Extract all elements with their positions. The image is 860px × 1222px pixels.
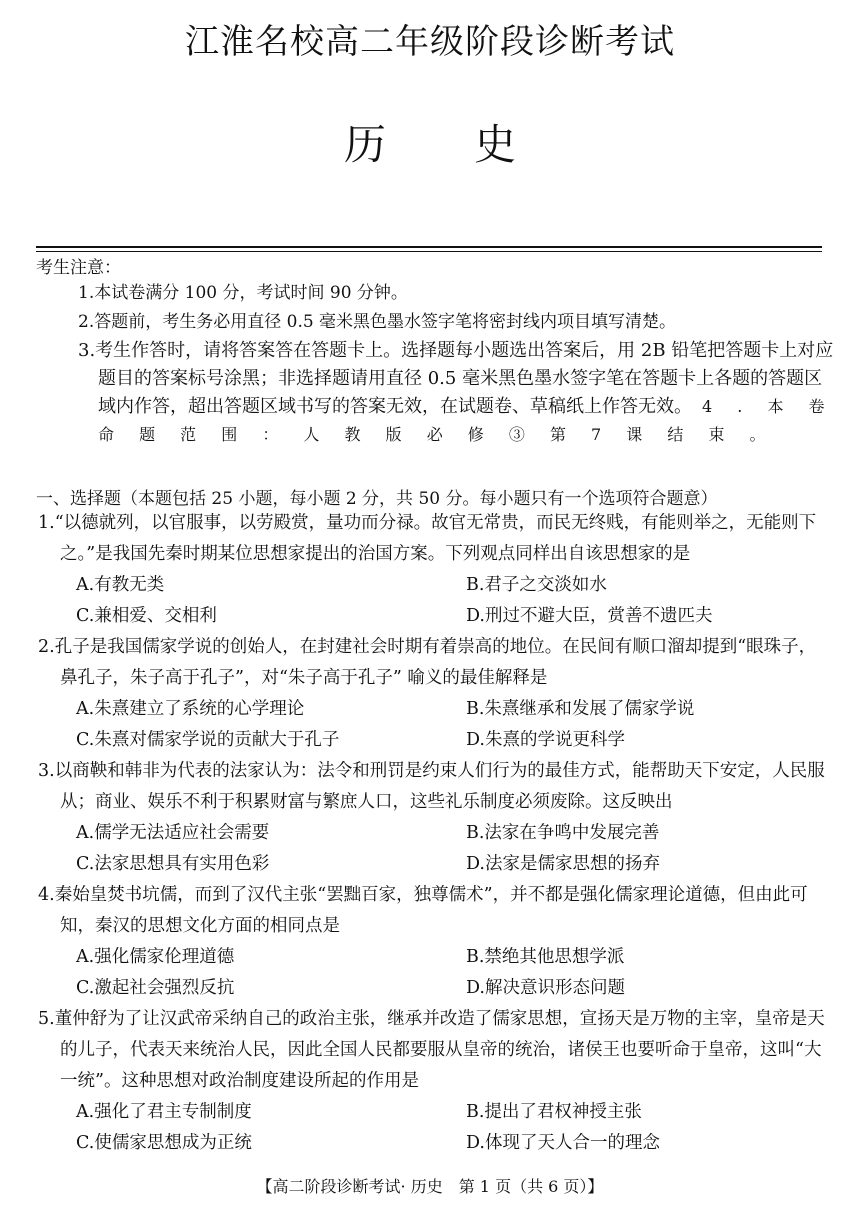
question-2 <box>38 632 828 756</box>
page-footer: 【高二阶段诊断考试· 历史 第 1 页（共 6 页）】 <box>256 1177 604 1196</box>
question-stem: 2.孔子是我国儒家学说的创始人，在封建社会时期有着崇高的地位。在民间有顺口溜却提到“眼珠子，鼻孔子，朱子高于孔子”，对“朱子高于孔子” 喻义的最佳解释是 <box>38 637 817 688</box>
option-b[interactable]: B.君子之交淡如水 <box>466 575 607 595</box>
notice-item-4: 4 . 本 卷 命 题 范 围 ： 人 教 版 必 修 ③ 第 7 课 结 束 。 <box>98 397 835 444</box>
option-b[interactable]: B.法家在争鸣中发展完善 <box>466 823 660 843</box>
notice-item-3-text: 3.考生作答时，请将答案答在答题卡上。选择题每小题选出答案后，用 2B 铅笔把答题卡上对应题目的答案标号涂黑；非选择题请用直径 0.5 毫米黑色墨水签字笔在答题卡上各题的答题区域内作答，超出答题区域书写的答案无效，在试题卷、草稿纸上作答无效。 <box>78 340 834 417</box>
option-c[interactable]: C.兼相爱、交相利 <box>76 606 217 626</box>
option-b[interactable]: B.禁绝其他思想学派 <box>466 947 625 967</box>
section-title: 一、选择题（本题包括 25 小题，每小题 2 分，共 50 分。每小题只有一个选项符合题意） <box>36 489 718 509</box>
exam-title: 江淮名校高二年级阶段诊断考试 <box>185 22 675 62</box>
header-rule-thin <box>36 251 822 252</box>
subject-char-2: 史 <box>474 120 517 169</box>
subject-char-1: 历 <box>343 120 386 169</box>
option-d[interactable]: D.刑过不避大臣，赏善不遗匹夫 <box>466 606 713 626</box>
option-grid <box>38 1097 828 1159</box>
notice-item-2: 2.答题前，考生务必用直径 0.5 毫米黑色墨水签字笔将密封线内项目填写清楚。 <box>78 312 677 332</box>
notice-item-3 <box>36 337 836 449</box>
option-c[interactable]: C.使儒家思想成为正统 <box>76 1133 252 1153</box>
notice-heading: 考生注意： <box>36 258 121 278</box>
option-c[interactable]: C.朱熹对儒家学说的贡献大于孔子 <box>76 730 340 750</box>
question-1 <box>38 508 828 632</box>
option-a[interactable]: A.强化了君主专制制度 <box>76 1102 252 1122</box>
question-5 <box>38 1004 828 1159</box>
option-grid <box>38 570 828 632</box>
option-d[interactable]: D.体现了天人合一的理念 <box>466 1133 660 1153</box>
option-d[interactable]: D.朱熹的学说更科学 <box>466 730 625 750</box>
option-a[interactable]: A.儒学无法适应社会需要 <box>76 823 270 843</box>
candidate-notice <box>36 256 836 449</box>
option-a[interactable]: A.有教无类 <box>76 575 165 595</box>
option-a[interactable]: A.朱熹建立了系统的心学理论 <box>76 699 305 719</box>
header-rule-thick <box>36 246 822 248</box>
option-d[interactable]: D.解决意识形态问题 <box>466 978 625 998</box>
subject-title <box>0 112 860 172</box>
question-stem: 4.秦始皇焚书坑儒，而到了汉代主张“罢黜百家，独尊儒术”，并不都是强化儒家理论道德，但由此可知，秦汉的思想文化方面的相同点是 <box>38 885 808 936</box>
option-a[interactable]: A.强化儒家伦理道德 <box>76 947 235 967</box>
question-3 <box>38 756 828 880</box>
option-c[interactable]: C.激起社会强烈反抗 <box>76 978 235 998</box>
question-stem: 1.“以德就列，以官服事，以劳殿赏，量功而分禄。故官无常贵，而民无终贱，有能则举之，无能则下之。”是我国先秦时期某位思想家提出的治国方案。下列观点同样出自该思想家的是 <box>38 513 817 564</box>
option-b[interactable]: B.朱熹继承和发展了儒家学说 <box>466 699 695 719</box>
option-grid <box>38 694 828 756</box>
question-stem: 3.以商鞅和韩非为代表的法家认为：法令和刑罚是约束人们行为的最佳方式，能帮助天下安定，人民服从；商业、娱乐不利于积累财富与繁庶人口，这些礼乐制度必须废除。这反映出 <box>38 761 825 812</box>
notice-item-1: 1.本试卷满分 100 分，考试时间 90 分钟。 <box>78 283 408 303</box>
question-stem: 5.董仲舒为了让汉武帝采纳自己的政治主张，继承并改造了儒家思想，宣扬天是万物的主宰，皇帝是天的儿子，代表天来统治人民，因此全国人民都要服从皇帝的统治，诸侯王也要听命于皇帝，这叫“大一统”。这种思想对政治制度建设所起的作用是 <box>38 1009 825 1091</box>
option-c[interactable]: C.法家思想具有实用色彩 <box>76 854 270 874</box>
option-b[interactable]: B.提出了君权神授主张 <box>466 1102 642 1122</box>
option-grid <box>38 942 828 1004</box>
question-4 <box>38 880 828 1004</box>
option-grid <box>38 818 828 880</box>
option-d[interactable]: D.法家是儒家思想的扬弃 <box>466 854 660 874</box>
